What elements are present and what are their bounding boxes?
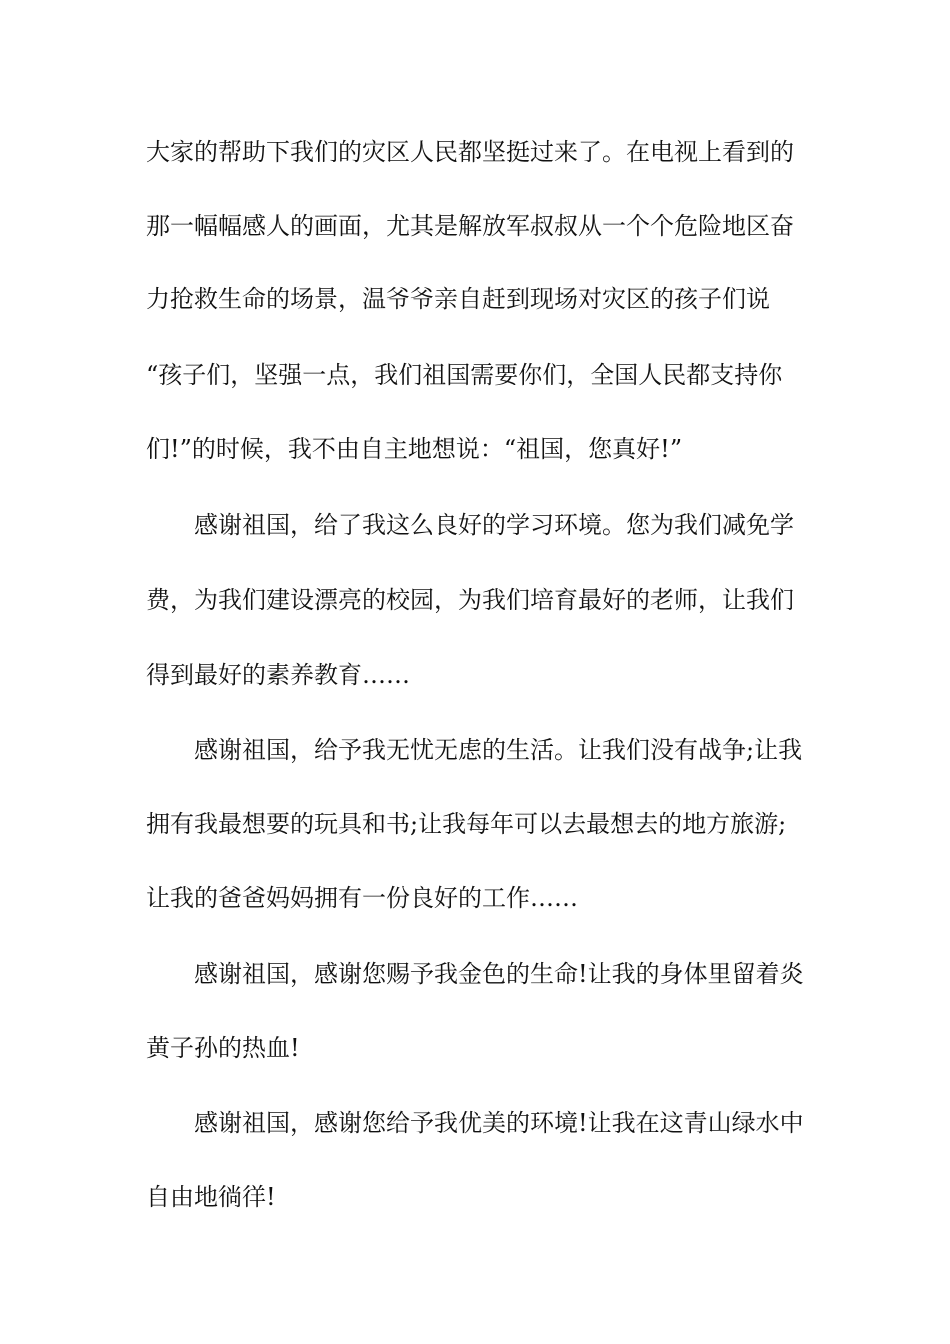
paragraph-line: 那一幅幅感人的画面，尤其是解放军叔叔从一个个危险地区奋 [146, 212, 794, 240]
paragraph-line: 们!”的时候，我不由自主地想说：“祖国，您真好!” [146, 435, 683, 463]
paragraph-line: 自由地徜徉! [146, 1183, 276, 1211]
paragraph-line: 让我的爸爸妈妈拥有一份良好的工作…… [146, 884, 578, 912]
paragraph-line: 黄子孙的热血! [146, 1034, 300, 1062]
paragraph-line: 感谢祖国，感谢您赐予我金色的生命!让我的身体里留着炎 [194, 960, 804, 988]
paragraph-line: 感谢祖国，给了我这么良好的学习环境。您为我们减免学 [194, 511, 794, 539]
paragraph-line: 力抢救生命的场景，温爷爷亲自赶到现场对灾区的孩子们说 [146, 285, 770, 313]
paragraph-line: “孩子们，坚强一点，我们祖国需要你们，全国人民都支持你 [146, 361, 783, 389]
paragraph-line: 感谢祖国，感谢您给予我优美的环境!让我在这青山绿水中 [194, 1109, 804, 1137]
paragraph-line: 感谢祖国，给予我无忧无虑的生活。让我们没有战争;让我 [194, 736, 803, 764]
paragraph-line: 得到最好的素养教育…… [146, 661, 410, 689]
paragraph-line: 大家的帮助下我们的灾区人民都坚挺过来了。在电视上看到的 [146, 138, 794, 166]
paragraph-line: 费，为我们建设漂亮的校园，为我们培育最好的老师，让我们 [146, 586, 794, 614]
paragraph-line: 拥有我最想要的玩具和书;让我每年可以去最想去的地方旅游; [146, 810, 787, 838]
